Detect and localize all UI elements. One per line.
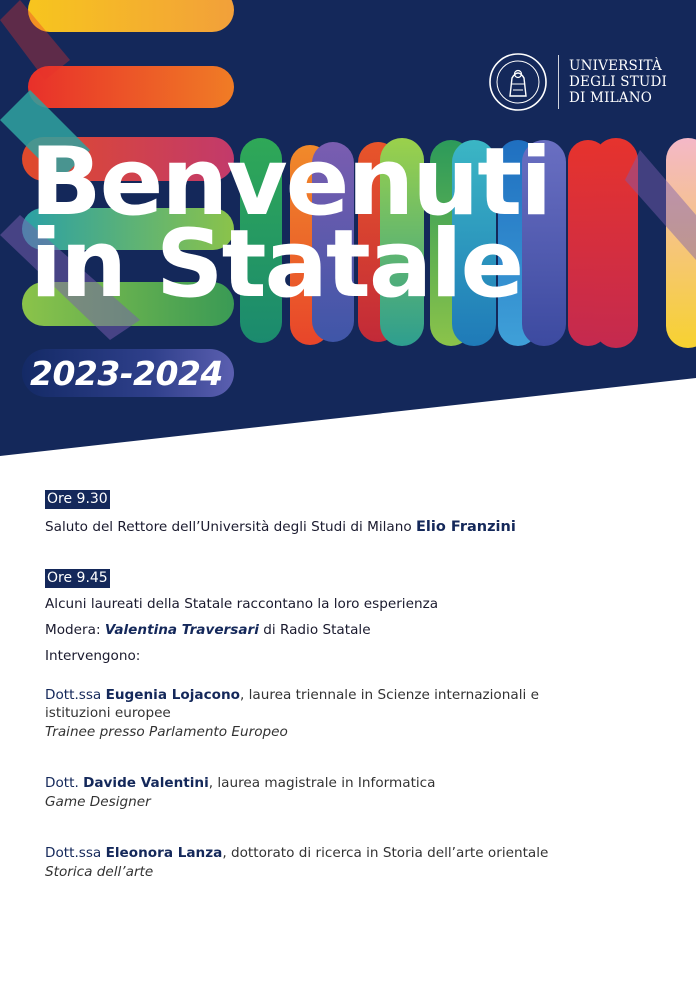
moderator-suffix: di Radio Statale: [263, 622, 371, 638]
speaker-role: Storica dell’arte: [45, 864, 154, 880]
page-title: [30, 128, 551, 319]
speaker-title: Dott.: [45, 775, 79, 791]
speaker-degree: , laurea triennale in Scienze internazionali e: [240, 687, 539, 703]
speaker-name: Eugenia Lojacono: [105, 687, 240, 703]
speaker-title: Dott.ssa: [45, 845, 102, 861]
program: [45, 490, 665, 882]
speaker-title: Dott.ssa: [45, 687, 102, 703]
logo-divider: [558, 55, 559, 109]
time-badge: Ore 9.45: [47, 570, 108, 586]
university-line-3: DI MILANO: [569, 90, 652, 106]
slot-1: [45, 490, 665, 537]
speaker-degree: , laurea magistrale in Informatica: [208, 775, 436, 791]
title-line-1: Benvenuti: [30, 128, 551, 237]
university-seal-icon: [488, 52, 548, 112]
slot-1-text: [45, 518, 665, 537]
time-badge: Ore 9.30: [47, 491, 108, 507]
speaker-item: [45, 844, 665, 882]
speaker-heading: [45, 844, 665, 863]
speakers-label: Intervengono:: [45, 648, 141, 664]
speaker-heading: [45, 686, 665, 705]
speaker-name: Davide Valentini: [83, 775, 209, 791]
speaker-name: Eleonora Lanza: [105, 845, 223, 861]
header-banner: [0, 0, 696, 460]
speaker-degree-continued: istituzioni europee: [45, 705, 171, 721]
university-name: [569, 58, 667, 106]
university-line-2: DEGLI STUDI: [569, 74, 668, 90]
speaker-heading: [45, 774, 665, 793]
slot-2: [45, 569, 665, 882]
slot-1-description: Saluto del Rettore dell’Università degli Studi di Milano: [45, 519, 412, 535]
speaker-item: [45, 774, 665, 812]
speaker-item: [45, 686, 665, 742]
slot-2-description: Alcuni laureati della Statale raccontano la loro esperienza: [45, 596, 439, 612]
moderator-line: [45, 621, 665, 640]
academic-year: 2023-2024: [30, 354, 223, 393]
speaker-degree: , dottorato di ricerca in Storia dell’arte orientale: [222, 845, 549, 861]
speaker-role: Game Designer: [45, 794, 151, 810]
university-logo: [488, 52, 667, 112]
title-line-2: in Statale: [30, 210, 523, 319]
moderator-name: Valentina Traversari: [104, 622, 259, 638]
speaker-role: Trainee presso Parlamento Europeo: [45, 724, 288, 740]
rector-name: Elio Franzini: [416, 519, 516, 535]
moderator-label: Modera:: [45, 622, 101, 638]
university-line-1: UNIVERSITÀ: [569, 58, 662, 74]
